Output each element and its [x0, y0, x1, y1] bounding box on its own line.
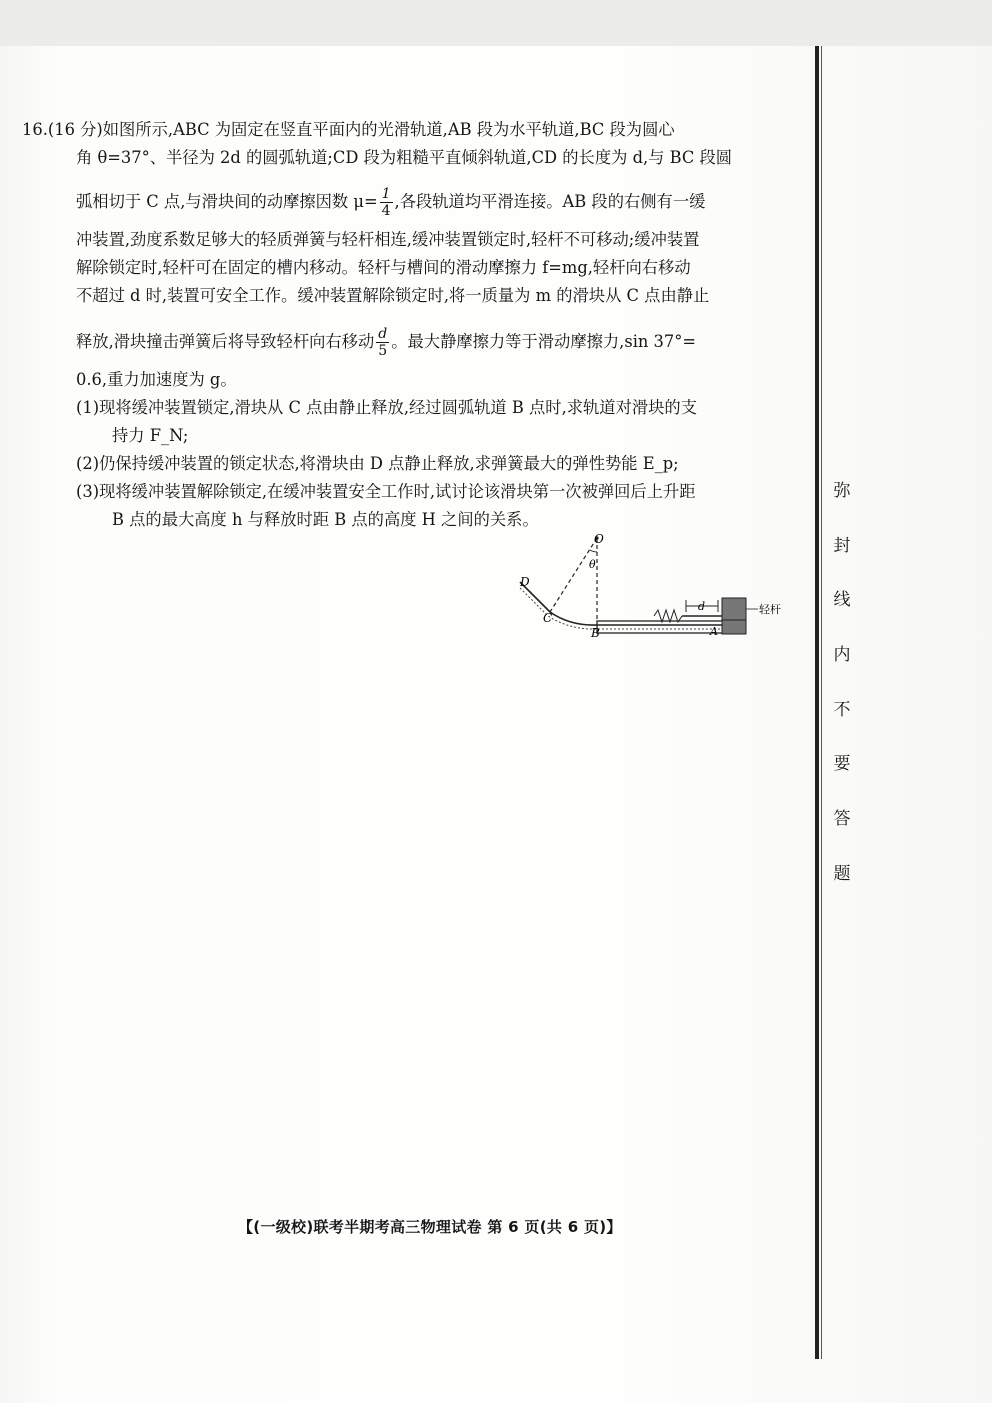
binding-line [815, 46, 819, 1359]
buffer-base [722, 620, 746, 634]
question-line-4: 冲装置,劲度系数足够大的轻质弹簧与轻杆相连,缓冲装置锁定时,轻杆不可移动;缓冲装置 [76, 230, 700, 249]
question-line-5: 解除锁定时,轻杆可在固定的槽内移动。轻杆与槽间的滑动摩擦力 f=mg,轻杆向右移动 [76, 258, 691, 277]
page-footer: 【(一级校)联考半期考高三物理试卷 第 6 页(共 6 页)】 [238, 1218, 622, 1236]
label-rod: 轻杆 [759, 603, 781, 616]
fraction-mu-denominator: 4 [381, 203, 391, 219]
fraction-mu-numerator: 1 [381, 186, 391, 202]
question-line-7 [76, 326, 696, 359]
question-line-3-text-a: 弧相切于 C 点,与滑块间的动摩擦因数 μ= [76, 192, 378, 211]
theta-arc [590, 550, 597, 552]
label-c: C [543, 611, 553, 625]
fraction-d5-numerator: d [378, 326, 388, 342]
binding-char: 封 [833, 535, 851, 556]
scan-top-edge [0, 0, 992, 46]
fraction-d5-denominator: 5 [378, 343, 388, 359]
fraction-mu [380, 186, 393, 219]
binding-char: 弥 [833, 481, 851, 501]
label-theta: θ [589, 558, 596, 571]
question-line-7-text-b: 。最大静摩擦力等于滑动摩擦力,sin 37°= [391, 332, 697, 351]
question-line-8: 0.6,重力加速度为 g。 [76, 370, 237, 389]
binding-char: 答 [833, 809, 851, 830]
track-diagram [512, 530, 792, 642]
binding-char: 线 [833, 590, 851, 611]
question-line-2: 角 θ=37°、半径为 2d 的圆弧轨道;CD 段为粗糙平直倾斜轨道,CD 的长度为 d,与 BC 段圆 [76, 148, 733, 167]
fraction-d5 [376, 326, 389, 359]
binding-char: 要 [833, 754, 851, 775]
binding-char: 题 [833, 863, 851, 884]
question-line-6: 不超过 d 时,装置可安全工作。缓冲装置解除锁定时,将一质量为 m 的滑块从 C 点由静止 [76, 286, 710, 305]
part-3-line-2: B 点的最大高度 h 与释放时距 B 点的高度 H 之间的关系。 [112, 510, 539, 529]
radius-line-oc [550, 538, 597, 612]
binding-char: 内 [833, 645, 851, 666]
label-b: B [591, 626, 600, 640]
spring [654, 610, 682, 622]
part-3-line-1: (3)现将缓冲装置解除锁定,在缓冲装置安全工作时,试讨论该滑块第一次被弹回后上升距 [76, 482, 696, 501]
label-o: O [594, 532, 604, 546]
buffer-block [722, 598, 746, 620]
question-line-1: 16.(16 分)如图所示,ABC 为固定在竖直平面内的光滑轨道,AB 段为水平轨道,BC 段为圆心 [22, 120, 675, 139]
question-line-7-text-a: 释放,滑块撞击弹簧后将导致轻杆向右移动 [76, 332, 375, 351]
label-d-point: D [520, 575, 530, 589]
part-2: (2)仍保持缓冲装置的锁定状态,将滑块由 D 点静止释放,求弹簧最大的弹性势能 E_p; [76, 454, 679, 473]
part-1-line-2: 持力 F_N; [112, 426, 189, 445]
label-a: A [710, 625, 718, 638]
binding-char: 不 [833, 699, 851, 720]
question-line-3-text-b: ,各段轨道均平滑连接。AB 段的右侧有一缓 [394, 192, 706, 211]
binding-notice [822, 476, 862, 914]
question-line-3 [76, 186, 705, 219]
label-d-length: d [698, 600, 706, 613]
part-1-line-1: (1)现将缓冲装置锁定,滑块从 C 点由静止释放,经过圆弧轨道 B 点时,求轨道对滑块的支 [76, 398, 697, 417]
